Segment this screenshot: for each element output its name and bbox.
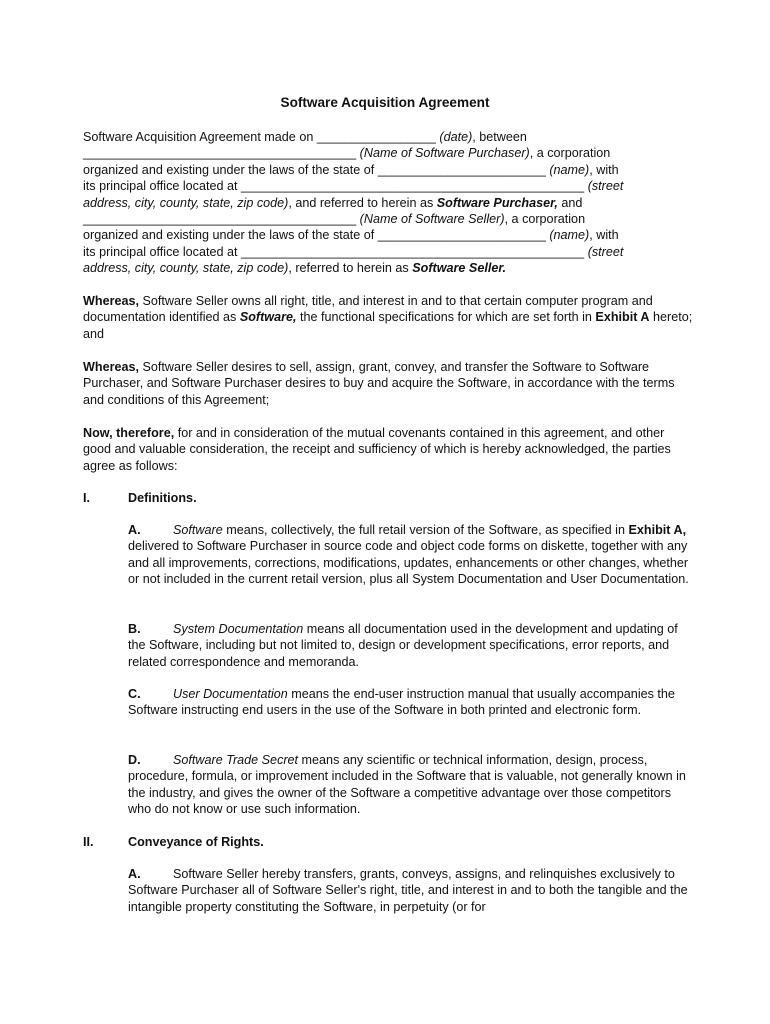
whereas-paragraph-2 — [83, 359, 693, 408]
definition-b — [128, 621, 693, 670]
clause-text: means any scientific or technical information, design, process, procedure, formula, or improvement included in the Software that is valuable, not generally known in the industry, and gives the owner of the Software a competitive advantage over those competitors who do not know or use such information. — [128, 753, 686, 817]
clause-text: means, collectively, the full retail version of the Software, as specified in — [222, 523, 629, 537]
exhibit-reference: Exhibit A — [595, 310, 650, 325]
section-number: II. — [83, 835, 94, 849]
whereas-lead: Whereas, — [83, 360, 139, 374]
intro-text: and — [557, 195, 583, 210]
blank-line: _______________________________________ — [83, 146, 360, 161]
intro-text: , with — [589, 162, 619, 177]
definition-a — [128, 522, 693, 588]
now-therefore-paragraph — [83, 425, 693, 474]
section-heading-conveyance — [83, 834, 264, 850]
software-term: Software, — [239, 310, 297, 325]
blank-line: _______________________________________ — [83, 212, 360, 227]
intro-text: , referred to herein as — [288, 261, 413, 276]
clause-label: D. — [128, 753, 141, 767]
intro-paragraph — [83, 129, 693, 277]
whereas-lead: Whereas, — [83, 294, 139, 308]
purchaser-term: Software Purchaser, — [436, 195, 558, 210]
paragraph-text: Software Seller desires to sell, assign, grant, convey, and transfer the Software to Software Purchaser, and Software Purchaser desires to buy and acquire the Software, in accordance with the terms and conditions of this Agreement; — [83, 360, 675, 407]
state-placeholder: (name) — [549, 162, 590, 177]
intro-text: its principal office located at _________________________________________________ — [83, 244, 588, 259]
intro-text: , between — [472, 130, 527, 144]
defined-term: System Documentation — [173, 622, 304, 636]
defined-term: Software Trade Secret — [173, 753, 299, 767]
section-title: Conveyance of Rights. — [128, 835, 264, 849]
intro-text: its principal office located at _________________________________________________ — [83, 179, 588, 194]
definition-d — [128, 752, 693, 818]
intro-text: organized and existing under the laws of the state of ________________________ — [83, 228, 550, 243]
document-title: Software Acquisition Agreement — [280, 95, 490, 110]
defined-term: Software — [173, 523, 223, 537]
address-placeholder: address, city, county, state, zip code) — [83, 261, 289, 276]
date-placeholder: (date) — [439, 130, 473, 144]
paragraph-text: for and in consideration of the mutual covenants contained in this agreement, and other good and valuable consideration, the receipt and sufficiency of which is hereby acknowledged, the parties agree as follows: — [83, 426, 671, 473]
clause-text: means the end-user instruction manual that usually accompanies the Software instructing end users in the use of the Software in both printed and electronic form. — [128, 687, 675, 718]
seller-term: Software Seller. — [412, 261, 507, 276]
intro-text: , with — [589, 228, 619, 243]
paragraph-text: hereto; and — [83, 310, 693, 341]
address-placeholder: address, city, county, state, zip code) — [83, 195, 289, 210]
section-number: I. — [83, 491, 90, 505]
whereas-paragraph-1 — [83, 293, 693, 342]
seller-name-placeholder: (Name of Software Seller) — [359, 212, 505, 227]
conveyance-a — [128, 866, 693, 915]
address-placeholder: (street — [587, 179, 624, 194]
section-heading-definitions — [83, 490, 197, 506]
clause-text: delivered to Software Purchaser in source code and object code forms on diskette, together with any and all improvements, corrections, modifications, updates, enhancements or other changes, whether or not included in the current retail version, plus all System Documentation and User Documentation. — [128, 539, 689, 587]
now-therefore-lead: Now, therefore, — [83, 426, 175, 440]
clause-text: Software Seller hereby transfers, grants, conveys, assigns, and relinquishes exclusively to Software Purchaser all of Software Seller's right, title, and interest in and to both the tangible and the intangible property constituting the Software, in perpetuity (or for — [128, 867, 688, 914]
clause-label: A. — [128, 867, 141, 881]
state-placeholder: (name) — [549, 228, 590, 243]
clause-label: A. — [128, 523, 141, 537]
exhibit-reference: Exhibit A, — [628, 523, 687, 537]
intro-text: , a corporation — [529, 146, 611, 161]
paragraph-text: Software Seller owns all right, title, and interest in and to that certain computer program and documentation identified as — [83, 294, 653, 325]
intro-text: organized and existing under the laws of the state of ________________________ — [83, 162, 550, 177]
paragraph-text: the functional specifications for which are set forth in — [296, 310, 596, 325]
intro-text: , and referred to herein as — [288, 195, 437, 210]
clause-label: B. — [128, 622, 141, 636]
intro-text: Software Acquisition Agreement made on _________________ — [83, 130, 440, 144]
definition-c — [128, 686, 693, 719]
purchaser-name-placeholder: (Name of Software Purchaser) — [359, 146, 530, 161]
address-placeholder: (street — [587, 244, 624, 259]
clause-text: means all documentation used in the development and updating of the Software, including but not limited to, design or development specifications, error reports, and related correspondence and memoranda. — [128, 622, 678, 669]
defined-term: User Documentation — [173, 687, 288, 701]
intro-text: , a corporation — [504, 212, 586, 227]
section-title: Definitions. — [128, 491, 197, 505]
clause-label: C. — [128, 687, 141, 701]
